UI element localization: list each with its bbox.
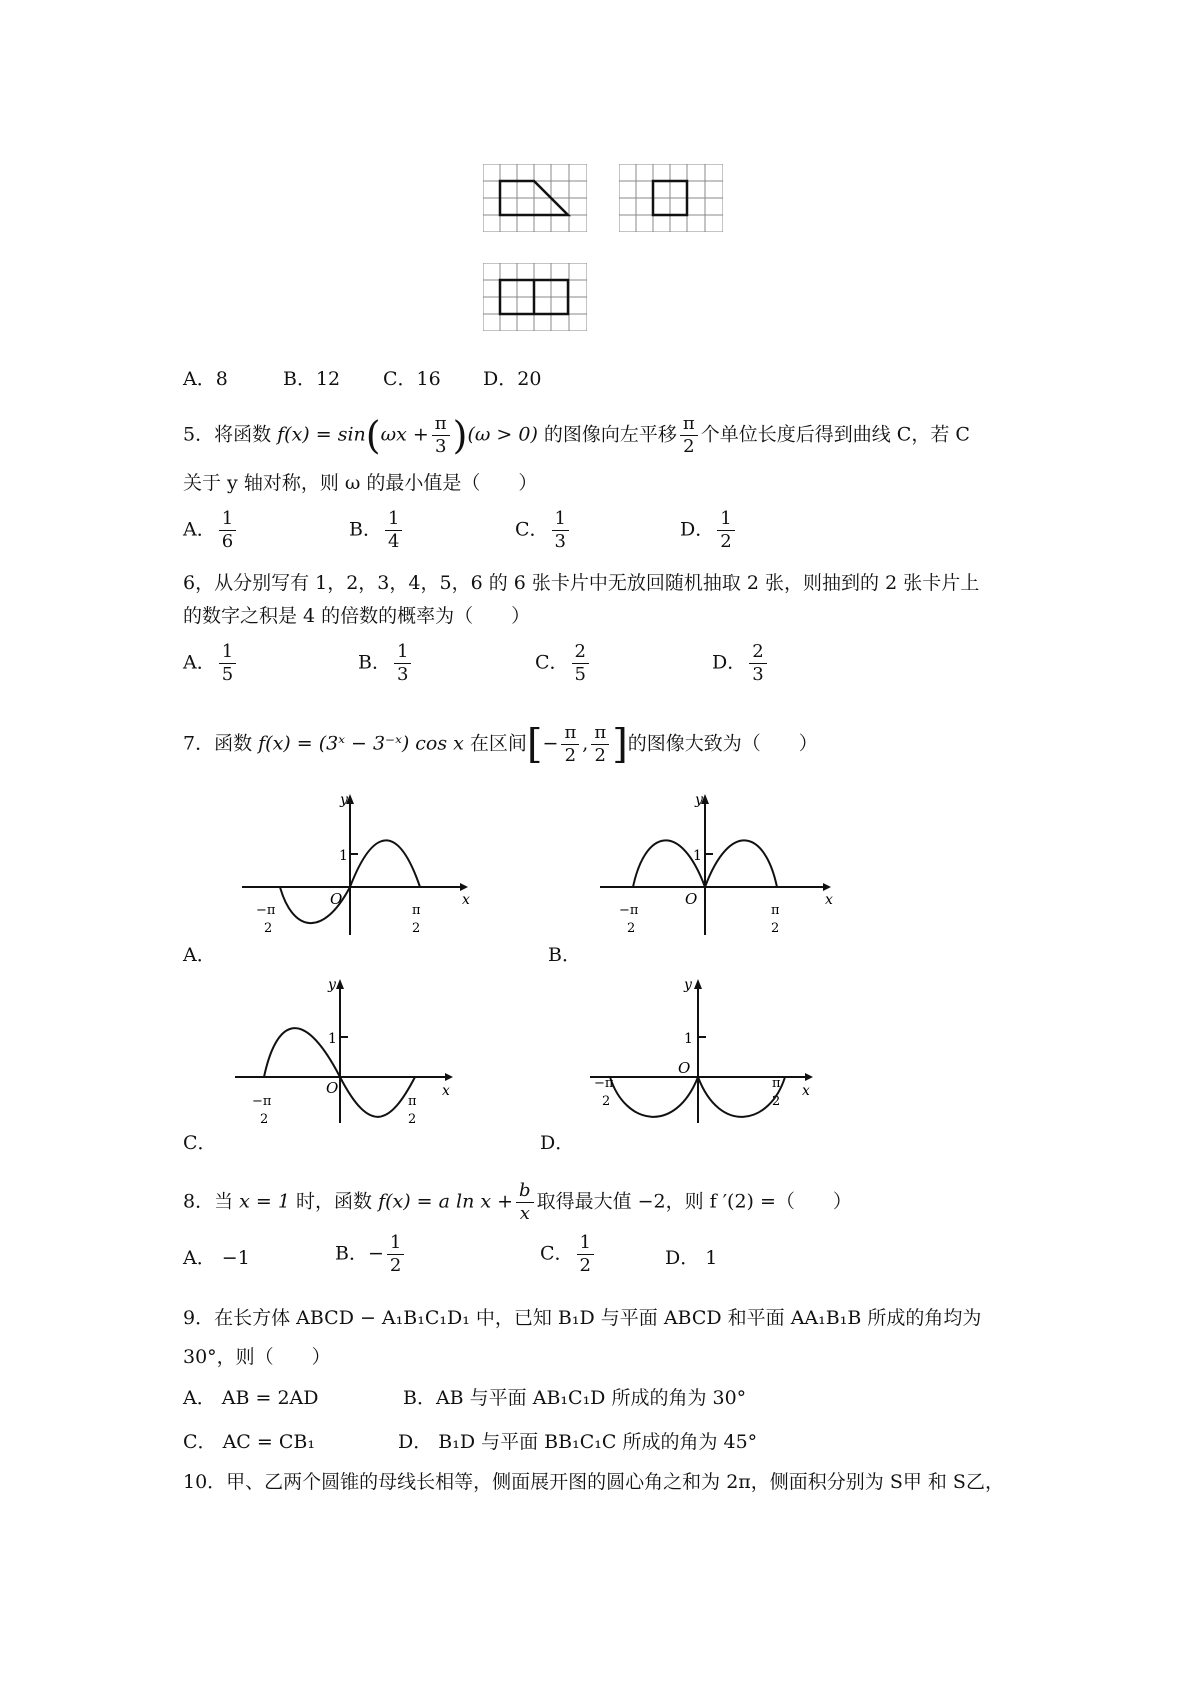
graph-label-c: C． <box>183 1132 217 1154</box>
graph-a <box>222 790 472 940</box>
svg-text:π: π <box>772 1076 781 1091</box>
q9-line2: 30°，则（ ） <box>183 1346 331 1368</box>
svg-text:2: 2 <box>772 1094 781 1109</box>
q4-option-c: C．16 <box>383 368 441 390</box>
q5-option-a: A． $\frac{1}{6}$ <box>183 508 239 553</box>
svg-text:y: y <box>328 977 336 993</box>
q6-option-b: B． $\frac{1}{3}$ <box>358 641 414 686</box>
svg-text:x: x <box>462 892 470 908</box>
graph-label-b: B． <box>548 944 581 966</box>
side-view-grid <box>619 164 723 232</box>
graph-label-a: A． <box>183 944 216 966</box>
svg-text:2: 2 <box>412 921 421 936</box>
q6-line1: 6，从分别写有 1，2，3，4，5，6 的 6 张卡片中无放回随机抽取 2 张，则抽到的 2 张卡片上 <box>183 572 980 594</box>
svg-text:2: 2 <box>771 921 780 936</box>
svg-text:x: x <box>825 892 833 908</box>
svg-text:y: y <box>684 977 692 993</box>
svg-text:x: x <box>442 1083 450 1099</box>
svg-text:2: 2 <box>260 1112 269 1125</box>
graph-b <box>585 790 835 940</box>
svg-text:O: O <box>678 1059 691 1077</box>
q7-line: 7．函数 f(x) = (3ˣ − 3⁻ˣ) cos x 在区间[− $\frac{\pi}{2}$ , $\frac{\pi}{2}$ ]的图像大致为（ ） <box>183 721 818 768</box>
svg-text:O: O <box>326 1079 339 1097</box>
q9-option-b: B．AB 与平面 AB₁C₁D 所成的角为 30° <box>403 1387 747 1409</box>
q5-option-d: D． $\frac{1}{2}$ <box>680 508 738 553</box>
top-view-grid <box>483 263 587 331</box>
q6-option-c: C． $\frac{2}{5}$ <box>535 641 592 686</box>
front-view-grid <box>483 164 587 232</box>
q4-option-a: A．8 <box>183 368 228 390</box>
svg-text:−π: −π <box>252 1094 272 1109</box>
q5-option-c: C． $\frac{1}{3}$ <box>515 508 572 553</box>
svg-text:1: 1 <box>328 1031 337 1047</box>
q4-option-d: D．20 <box>483 368 542 390</box>
q8-line: 8．当 x = 1 时，函数 f(x) = a ln x + $\frac{b}{x}$ 取得最大值 −2，则 f ′(2) =（ ） <box>183 1180 852 1224</box>
svg-text:−π: −π <box>594 1076 614 1091</box>
graph-label-d: D． <box>540 1132 575 1154</box>
q6-option-a: A． $\frac{1}{5}$ <box>183 641 239 686</box>
svg-text:y: y <box>340 792 348 808</box>
q8-option-c: C． $\frac{1}{2}$ <box>540 1232 597 1277</box>
q5-option-b: B． $\frac{1}{4}$ <box>349 508 405 553</box>
q5-line1: 5．将函数 f(x) = sin(ωx + $\frac{\pi}{3}$ )(ω > 0) 的图像向左平移 $\frac{\pi}{2}$ 个单位长度后得到曲线 C，若 C <box>183 413 970 458</box>
svg-text:O: O <box>330 890 343 908</box>
q9-line1: 9．在长方体 ABCD − A₁B₁C₁D₁ 中，已知 B₁D 与平面 ABCD 和平面 AA₁B₁B 所成的角均为 <box>183 1307 982 1329</box>
svg-text:π: π <box>408 1094 417 1109</box>
svg-text:2: 2 <box>264 921 273 936</box>
graph-c <box>230 975 460 1125</box>
q8-option-d: D． 1 <box>665 1247 718 1269</box>
svg-text:1: 1 <box>693 848 702 864</box>
svg-text:O: O <box>685 890 698 908</box>
svg-text:y: y <box>695 792 703 808</box>
svg-text:1: 1 <box>339 848 348 864</box>
svg-text:π: π <box>771 903 780 918</box>
svg-text:−π: −π <box>256 903 276 918</box>
svg-text:−π: −π <box>619 903 639 918</box>
svg-text:π: π <box>412 903 421 918</box>
svg-text:2: 2 <box>627 921 636 936</box>
q5-line2: 关于 y 轴对称，则 ω 的最小值是（ ） <box>183 472 538 494</box>
q8-option-b: B．− $\frac{1}{2}$ <box>335 1232 407 1277</box>
q9-option-d: D． B₁D 与平面 BB₁C₁C 所成的角为 45° <box>398 1431 758 1453</box>
q8-option-a: A． −1 <box>183 1247 250 1269</box>
q9-option-c: C． AC = CB₁ <box>183 1431 315 1453</box>
svg-text:1: 1 <box>684 1031 693 1047</box>
svg-text:2: 2 <box>408 1112 417 1125</box>
q10-line1: 10．甲、乙两个圆锥的母线长相等，侧面展开图的圆心角之和为 2π，侧面积分别为 S甲 和 S乙， <box>183 1471 1004 1493</box>
q9-option-a: A． AB = 2AD <box>183 1387 319 1409</box>
svg-text:x: x <box>802 1083 810 1099</box>
svg-text:2: 2 <box>602 1094 611 1109</box>
q4-option-b: B．12 <box>283 368 341 390</box>
graph-d <box>580 975 820 1125</box>
q6-line2: 的数字之积是 4 的倍数的概率为（ ） <box>183 605 531 627</box>
q6-option-d: D． $\frac{2}{3}$ <box>712 641 770 686</box>
